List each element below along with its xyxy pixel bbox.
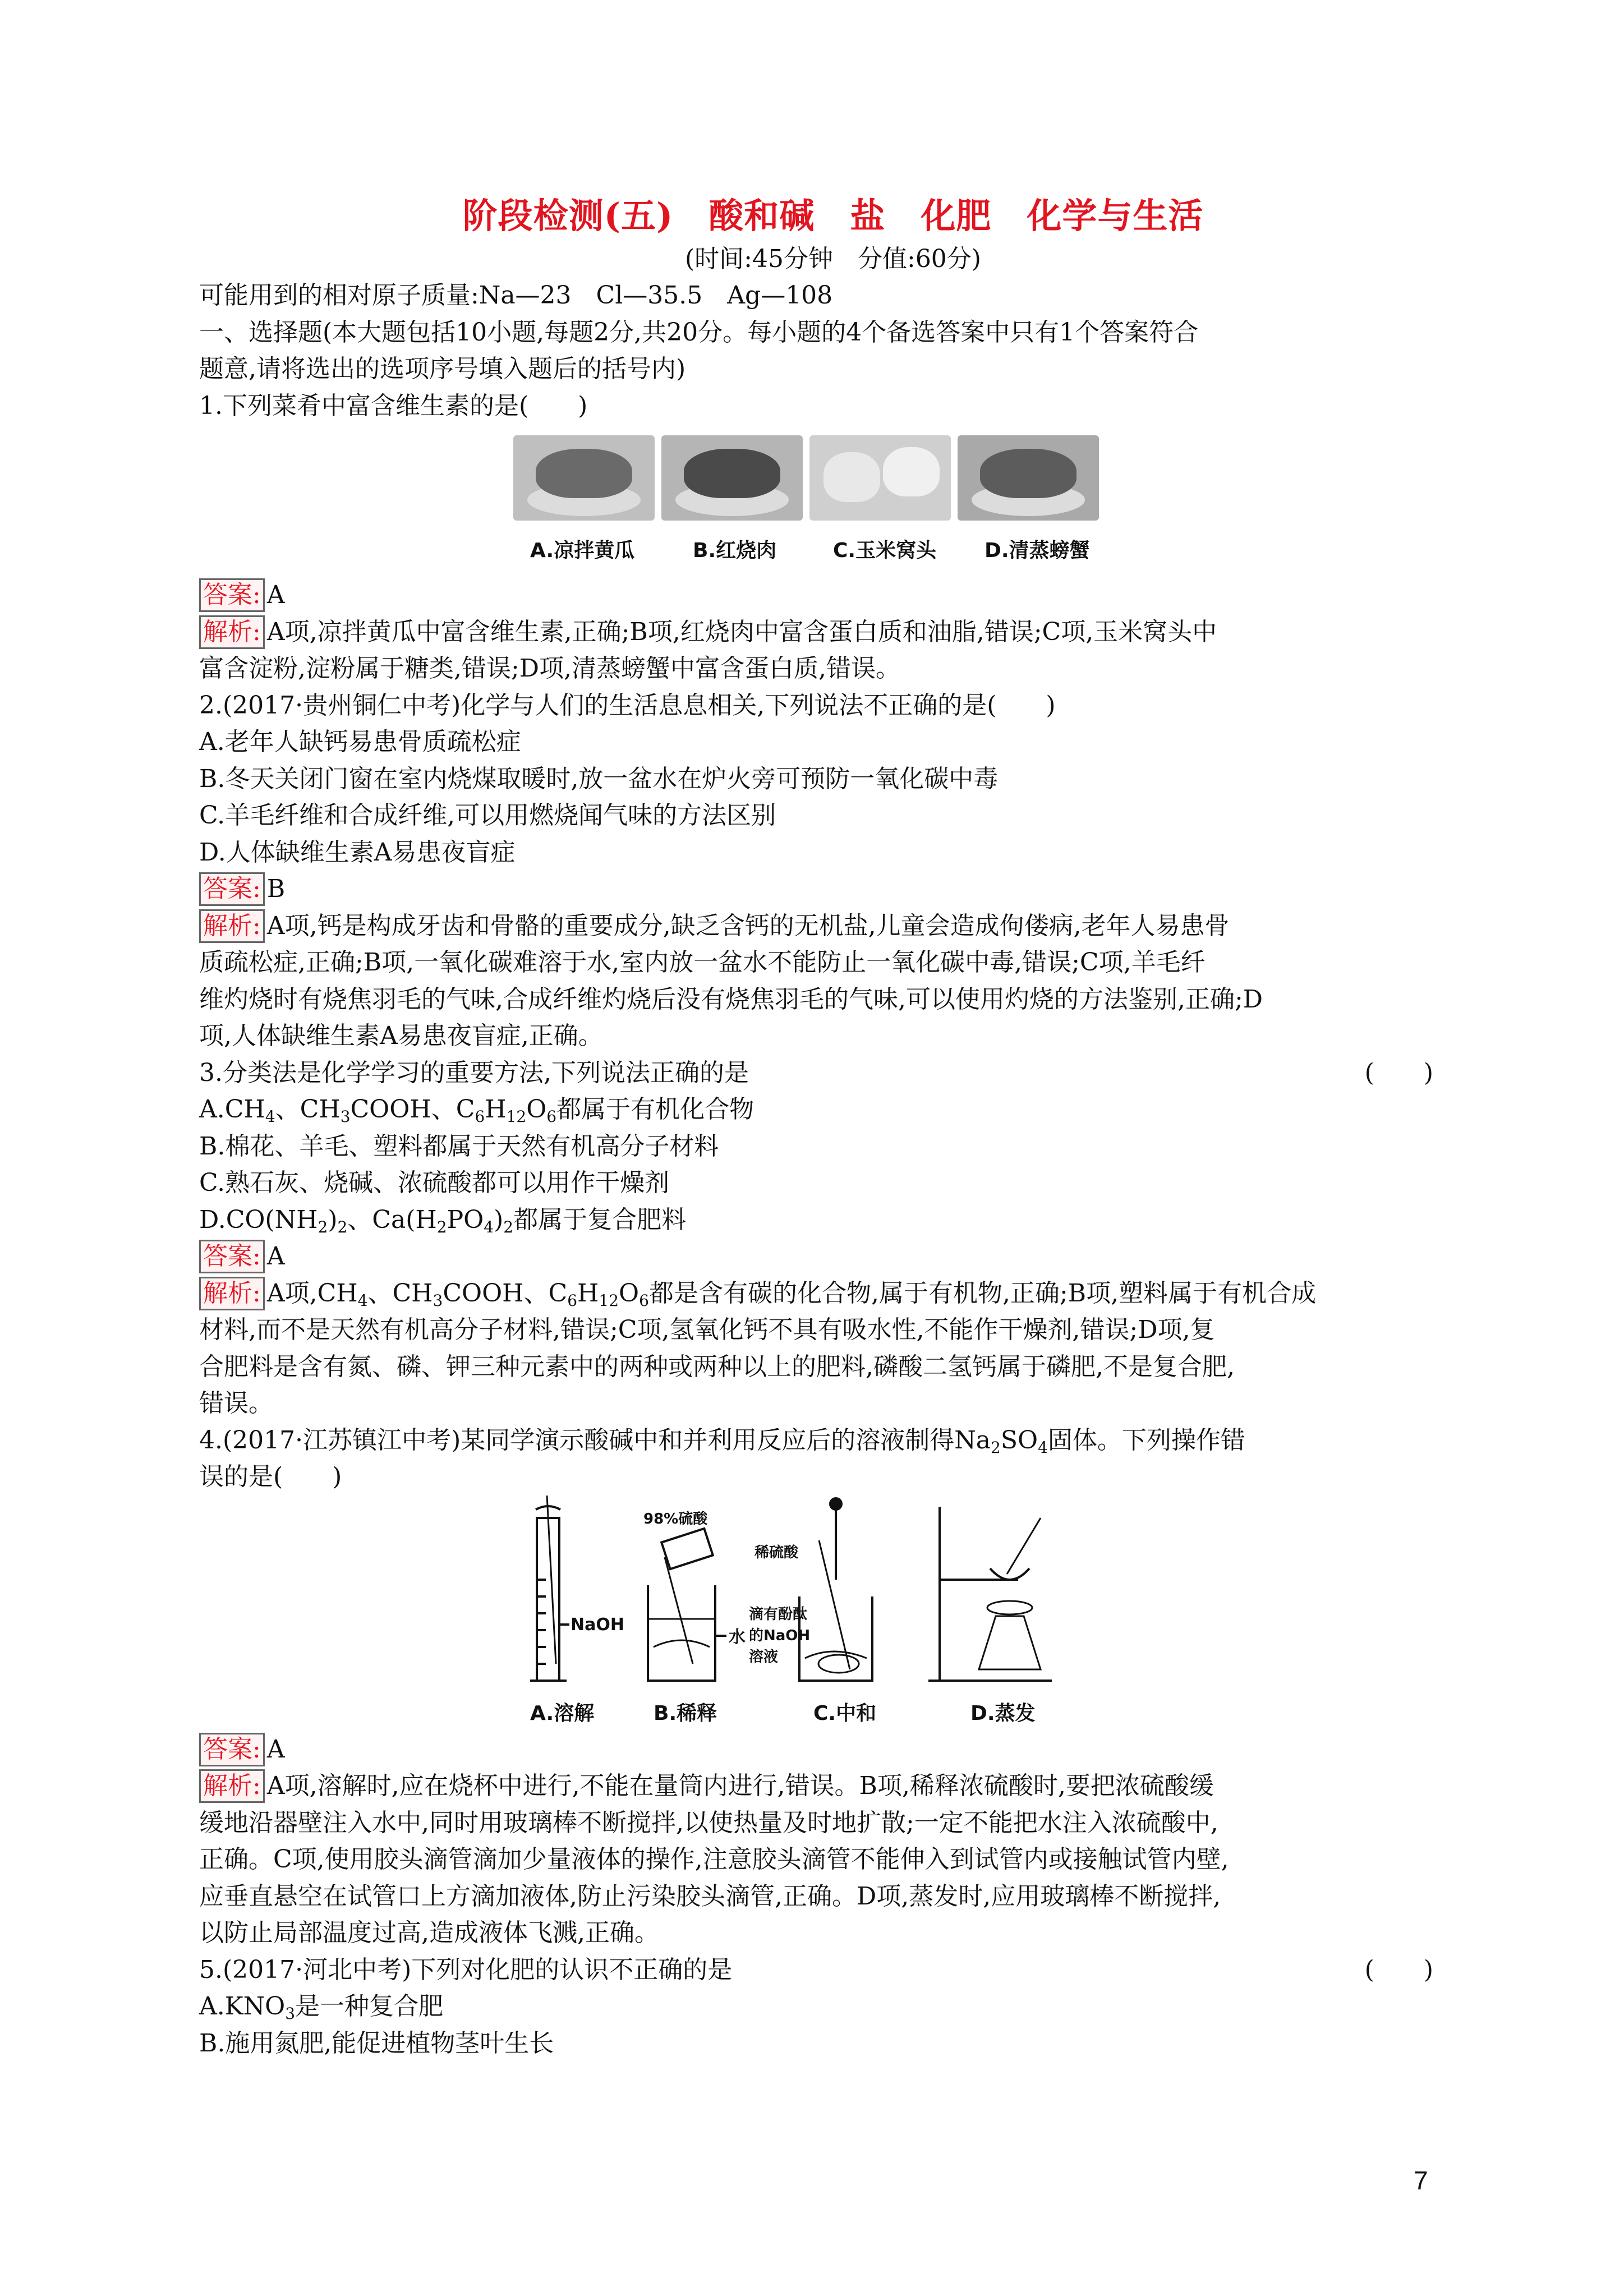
- q5-option-b: B.施用氮肥,能促进植物茎叶生长: [199, 2028, 554, 2058]
- analysis-tag: 解析:: [199, 615, 265, 649]
- q4-answer-value: A: [266, 1734, 285, 1764]
- q1-captions: [530, 521, 1444, 577]
- naoh-label: NaOH: [571, 1614, 624, 1635]
- analysis-tag: 解析:: [199, 909, 265, 943]
- page-number: 7: [1414, 2166, 1428, 2195]
- q1-answer: [199, 577, 1444, 614]
- cucumber-dish-photo: [513, 435, 655, 521]
- braised-pork-photo: [661, 435, 803, 521]
- phenolphthalein-label-1: 滴有酚酞: [749, 1605, 808, 1623]
- phenolphthalein-label-3: 溶液: [749, 1648, 779, 1665]
- q3-answer: [199, 1238, 1444, 1275]
- q3-stem: 3.分类法是化学学习的重要方法,下列说法正确的是 ( ): [199, 1055, 1444, 1092]
- q3-answer-value: A: [266, 1242, 285, 1271]
- section-instruction-1: 一、选择题(本大题包括10小题,每题2分,共20分。每小题的4个备选答案中只有1个答案符合: [199, 318, 1199, 347]
- analysis-tag: 解析:: [199, 1769, 265, 1803]
- q2-analysis-line: 项,人体缺维生素A易患夜盲症,正确。: [199, 1022, 603, 1050]
- q3-option-d: $D.CO(NH_2)_2$、$Ca(H_2PO_4)_2$都属于复合肥料: [199, 1205, 687, 1236]
- q1-analysis-line: 富含淀粉,淀粉属于糖类,错误;D项,清蒸螃蟹中富含蛋白质,错误。: [199, 654, 901, 683]
- q3-option-b: B.棉花、羊毛、塑料都属于天然有机高分子材料: [199, 1131, 719, 1161]
- q5-option-a: $A.KNO_3$是一种复合肥: [199, 1992, 444, 2023]
- q5-stem: 5.(2017·河北中考)下列对化肥的认识不正确的是 ( ): [199, 1952, 1444, 1989]
- dilute-acid-label: 稀硫酸: [755, 1544, 799, 1561]
- evaporating-dish-icon: [928, 1507, 1052, 1681]
- q2-analysis-line: 解析: A项,钙是构成牙齿和骨骼的重要成分,缺乏含钙的无机盐,儿童会造成佝偻病,老年人易患骨: [199, 908, 1444, 945]
- q1-caption-a: A.凉拌黄瓜: [530, 539, 635, 562]
- q4-caption-d: D.蒸发: [970, 1701, 1036, 1725]
- q1-caption-c: C.玉米窝头: [833, 539, 937, 562]
- analysis-tag: 解析:: [199, 1277, 265, 1310]
- q4-caption-a: A.溶解: [530, 1701, 595, 1725]
- q3-option-a: $A.CH_4$、$CH_3COOH$、$C_6H_{12}O_6$都属于有机化合物: [199, 1095, 755, 1126]
- answer-tag: 答案:: [199, 872, 265, 906]
- q3-analysis-line: 错误。: [199, 1389, 273, 1418]
- q3-option-c: C.熟石灰、烧碱、浓硫酸都可以用作干燥剂: [199, 1168, 670, 1197]
- q2-answer-value: B: [266, 875, 286, 903]
- q3-analysis-line: 材料,而不是天然有机高分子材料,错误;C项,氢氧化钙不具有吸水性,不能作干燥剂,错误;D项,复: [199, 1315, 1215, 1344]
- q1-figure: [513, 435, 1444, 577]
- answer-bracket: ( ): [1364, 1058, 1433, 1087]
- q4-stem-cont: 误的是( ): [199, 1462, 342, 1491]
- q4-caption-b: B.稀释: [654, 1701, 717, 1725]
- phenolphthalein-label-2: 的NaOH: [749, 1627, 811, 1644]
- q4-figure: [513, 1496, 1444, 1731]
- q2-option-d: D.人体缺维生素A易患夜盲症: [199, 838, 516, 867]
- q2-analysis-line: 维灼烧时有烧焦羽毛的气味,合成纤维灼烧后没有烧焦羽毛的气味,可以使用灼烧的方法鉴别,正确;D: [199, 984, 1263, 1014]
- q2-analysis-line: 质疏松症,正确;B项,一氧化碳难溶于水,室内放一盆水不能防止一氧化碳中毒,错误;C项,羊毛纤: [199, 948, 1206, 977]
- q1-caption-b: B.红烧肉: [693, 539, 777, 562]
- answer-tag: 答案:: [199, 1733, 265, 1766]
- page-title: 阶段检测(五) 酸和碱 盐 化肥 化学与生活: [462, 195, 1204, 236]
- atomic-masses: 可能用到的相对原子质量:Na—23 Cl—35.5 Ag—108: [199, 281, 833, 310]
- q2-answer: [199, 871, 1444, 908]
- q1-analysis-line: 解析: A项,凉拌黄瓜中富含维生素,正确;B项,红烧肉中富含蛋白质和油脂,错误;C项,玉米窝头中: [199, 614, 1444, 651]
- q2-option-b: B.冬天关闭门窗在室内烧煤取暖时,放一盆水在炉火旁可预防一氧化碳中毒: [199, 764, 999, 793]
- q4-analysis-line: 解析: A项,溶解时,应在烧杯中进行,不能在量筒内进行,错误。B项,稀释浓硫酸时,要把浓硫酸缓: [199, 1768, 1444, 1805]
- q2-option-c: C.羊毛纤维和合成纤维,可以用燃烧闻气味的方法区别: [199, 801, 776, 830]
- acid98-label: 98%硫酸: [643, 1510, 708, 1527]
- page-subtitle: (时间:45分钟 分值:60分): [685, 245, 981, 273]
- q1-answer-value: A: [266, 581, 285, 609]
- section-instruction-2: 题意,请将选出的选项序号填入题后的括号内): [199, 355, 686, 383]
- q3-analysis-line: 解析: A项$,CH_4$、$CH_3COOH$、$C_6H_{12}O_6$都是含有碳的化合物,属于有机物,正确;B项,塑料属于有机合成: [199, 1275, 1444, 1312]
- q4-analysis-line: 应垂直悬空在试管口上方滴加液体,防止污染胶头滴管,正确。D项,蒸发时,应用玻璃棒不断搅拌,: [199, 1881, 1221, 1911]
- q4-answer: [199, 1731, 1444, 1768]
- beaker-dropper-icon: [799, 1498, 872, 1681]
- q4-analysis-line: 以防止局部温度过高,造成液体飞溅,正确。: [199, 1918, 659, 1947]
- beaker-dilution-icon: [648, 1528, 726, 1680]
- answer-bracket: ( ): [1364, 1955, 1433, 1984]
- q4-analysis-line: 缓地沿器壁注入水中,同时用玻璃棒不断搅拌,以使热量及时地扩散;一定不能把水注入浓硫酸中,: [199, 1808, 1218, 1837]
- q4-caption-c: C.中和: [813, 1701, 877, 1725]
- answer-tag: 答案:: [199, 1240, 265, 1273]
- graduated-cylinder-icon: [530, 1496, 569, 1681]
- water-label: 水: [729, 1627, 746, 1647]
- q1-stem: 1.下列菜肴中富含维生素的是( ): [199, 391, 588, 420]
- q4-stem: 4.(2017·江苏镇江中考)某同学演示酸碱中和并利用反应后的溶液制得$Na_2SO_4$固体。下列操作错: [199, 1425, 1245, 1457]
- cornbread-photo: [809, 435, 951, 521]
- answer-tag: 答案:: [199, 578, 265, 612]
- q2-option-a: A.老年人缺钙易患骨质疏松症: [199, 728, 521, 756]
- q1-caption-d: D.清蒸螃蟹: [984, 539, 1090, 562]
- q2-stem: 2.(2017·贵州铜仁中考)化学与人们的生活息息相关,下列说法不正确的是( ): [199, 691, 1056, 720]
- steamed-crab-photo: [958, 435, 1099, 521]
- q3-analysis-line: 合肥料是含有氮、磷、钾三种元素中的两种或两种以上的肥料,磷酸二氢钙属于磷肥,不是复合肥,: [199, 1352, 1235, 1381]
- document-page: [199, 191, 1444, 2062]
- q4-analysis-line: 正确。C项,使用胶头滴管滴加少量液体的操作,注意胶头滴管不能伸入到试管内或接触试管内壁,: [199, 1845, 1229, 1874]
